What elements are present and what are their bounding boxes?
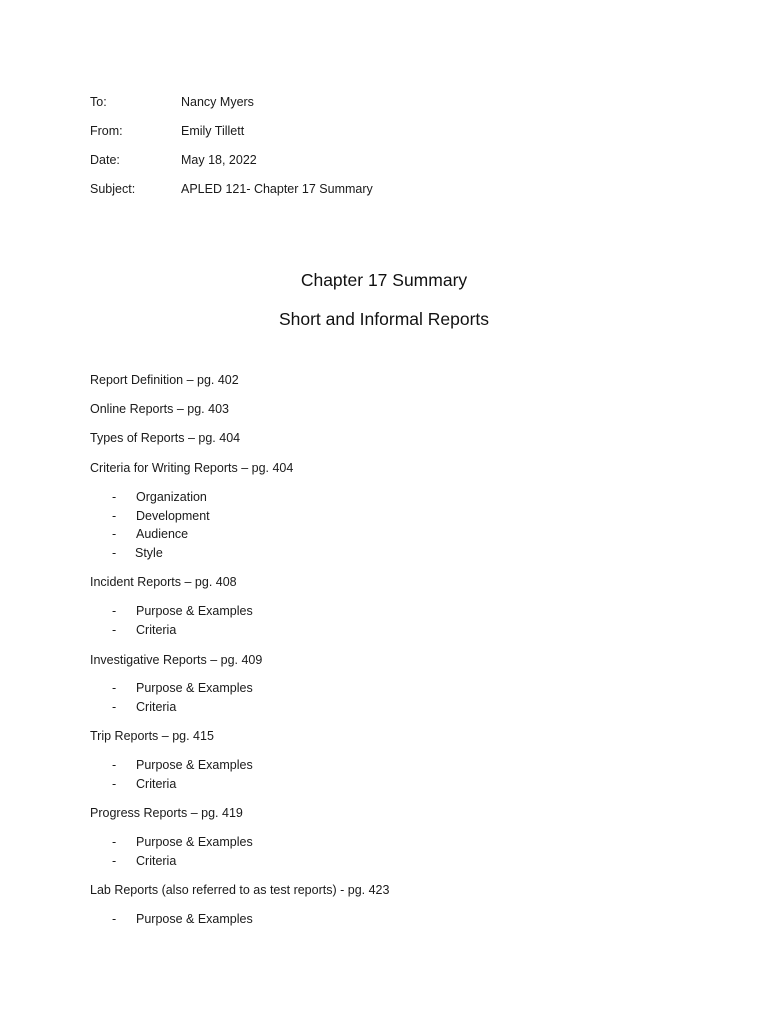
section-heading: Criteria for Writing Reports – pg. 404 xyxy=(90,461,294,475)
bullet-dash: - xyxy=(112,700,117,714)
list-item-text: Purpose & Examples xyxy=(136,681,253,695)
bullet-dash: - xyxy=(112,509,117,523)
section-heading: Progress Reports – pg. 419 xyxy=(90,806,243,820)
bullet-dash: - xyxy=(112,681,117,695)
section-heading: Lab Reports (also referred to as test reports) - pg. 423 xyxy=(90,883,390,897)
memo-to-label: To: xyxy=(90,95,107,109)
bullet-dash: - xyxy=(112,854,117,868)
list-item-text: Purpose & Examples xyxy=(136,604,253,618)
bullet-dash: - xyxy=(112,758,117,772)
memo-to-value: Nancy Myers xyxy=(181,95,254,109)
list-item-text: Purpose & Examples xyxy=(136,835,253,849)
memo-date-label: Date: xyxy=(90,153,120,167)
memo-date-value: May 18, 2022 xyxy=(181,153,257,167)
bullet-dash: - xyxy=(112,912,117,926)
list-item-text: Purpose & Examples xyxy=(136,758,253,772)
bullet-dash: - xyxy=(112,546,117,560)
list-item-text: Audience xyxy=(136,527,189,541)
memo-from-label: From: xyxy=(90,124,123,138)
bullet-dash: - xyxy=(112,604,117,618)
bullet-dash: - xyxy=(112,490,117,504)
bullet-dash: - xyxy=(112,527,117,541)
page-subtitle: Short and Informal Reports xyxy=(278,309,490,329)
list-item-text: Criteria xyxy=(136,623,177,637)
memo-from-value: Emily Tillett xyxy=(181,124,245,138)
list-item-text: Organization xyxy=(136,490,207,504)
page-title: Chapter 17 Summary xyxy=(300,270,468,290)
bullet-dash: - xyxy=(112,623,117,637)
memo-subject-value: APLED 121- Chapter 17 Summary xyxy=(181,182,373,196)
list-item-text: Criteria xyxy=(136,700,177,714)
section-heading: Trip Reports – pg. 415 xyxy=(90,729,214,743)
section-heading: Investigative Reports – pg. 409 xyxy=(90,653,263,667)
list-item-text: Criteria xyxy=(136,777,177,791)
bullet-dash: - xyxy=(112,835,117,849)
section-heading: Types of Reports – pg. 404 xyxy=(90,431,241,445)
bullet-dash: - xyxy=(112,777,117,791)
list-item-text: Style xyxy=(135,546,163,560)
section-heading: Incident Reports – pg. 408 xyxy=(90,575,237,589)
memo-subject-label: Subject: xyxy=(90,182,136,196)
section-heading: Online Reports – pg. 403 xyxy=(90,402,229,416)
list-item-text: Development xyxy=(136,509,210,523)
list-item-text: Criteria xyxy=(136,854,177,868)
section-heading: Report Definition – pg. 402 xyxy=(90,373,239,387)
list-item-text: Purpose & Examples xyxy=(136,912,253,926)
